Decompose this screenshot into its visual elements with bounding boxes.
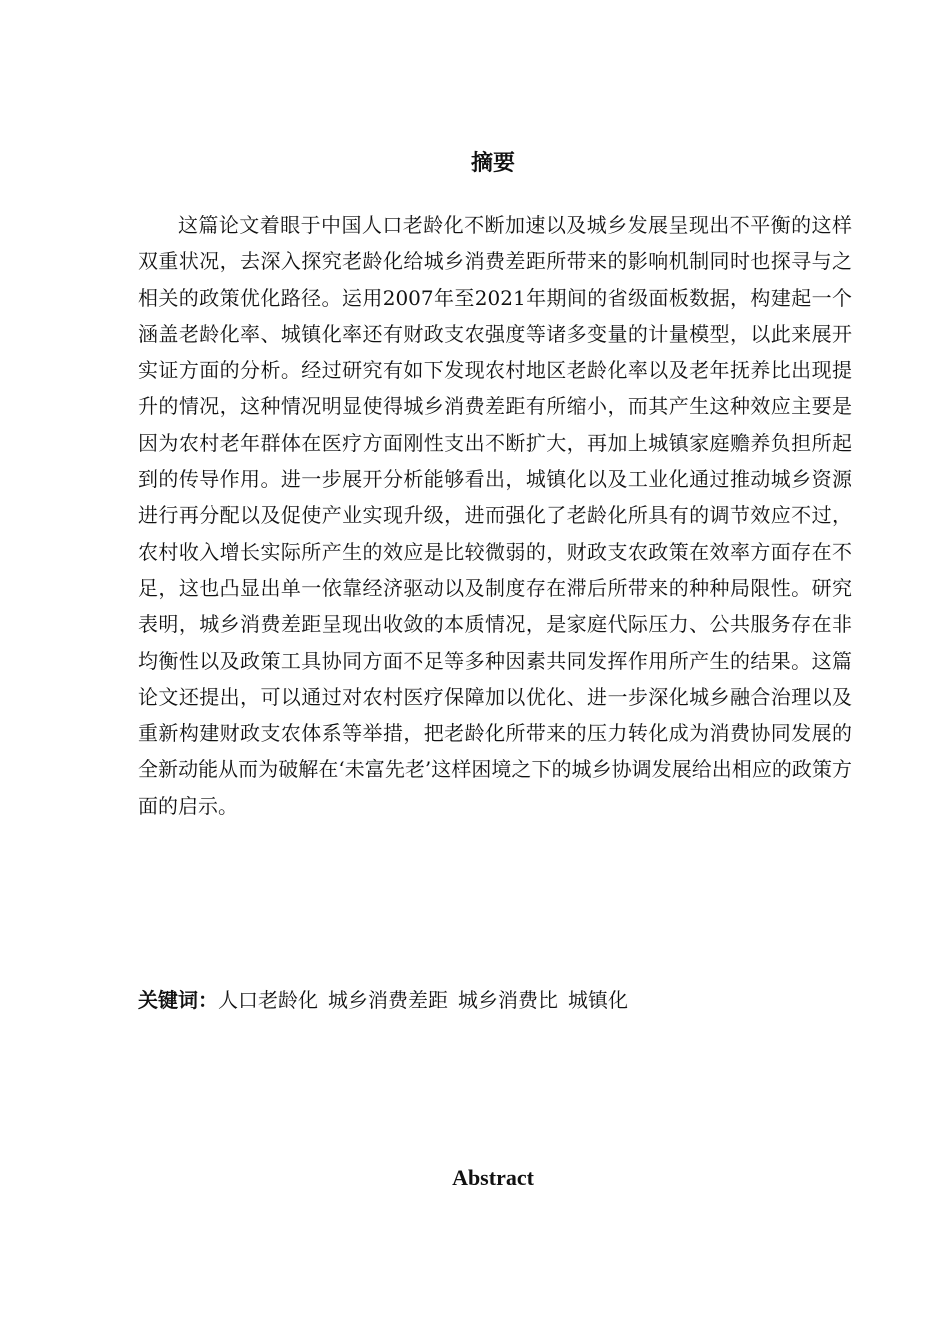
keyword-item: 城镇化 (568, 988, 628, 1012)
keyword-item: 城乡消费比 (458, 988, 558, 1012)
abstract-title-cn: 摘要 (470, 151, 515, 176)
abstract-body-cn: 这篇论文着眼于中国人口老龄化不断加速以及城乡发展呈现出不平衡的这样双重状况，去深入探究老龄化给城乡消费差距所带来的影响机制同时也探寻与之相关的政策优化路径。运用2007年至2021年期间的省级面板数据，构建起一个涵盖老龄化率、城镇化率还有财政支农强度等诸多变量的计量模型，以此来展开实证方面的分析。经过研究有如下发现农村地区老龄化率以及老年抚养比出现提升的情况，这种情况明显使得城乡消费差距有所缩小，而其产生这种效应主要是因为农村老年群体在医疗方面刚性支出不断扩大，再加上城镇家庭赡养负担所起到的传导作用。进一步展开分析能够看出，城镇化以及工业化通过推动城乡资源进行再分配以及促使产业实现升级，进而强化了老龄化所具有的调节效应不过，农村收入增长实际所产生的效应是比较微弱的，财政支农政策在效率方面存在不足，这也凸显出单一依靠经济驱动以及制度存在滞后所带来的种种局限性。研究表明，城乡消费差距呈现出收敛的本质情况，是家庭代际压力、公共服务存在非均衡性以及政策工具协同方面不足等多种因素共同发挥作用所产生的结果。这篇论文还提出，可以通过对农村医疗保障加以优化、进一步深化城乡融合治理以及重新构建财政支农体系等举措，把老龄化所带来的压力转化成为消费协同发展的全新动能从而为破解在‘未富先老’这样困境之下的城乡协调发展给出相应的政策方面的启示。 (138, 213, 852, 818)
keywords-line (138, 984, 852, 1016)
keyword-item: 人口老龄化 (218, 988, 318, 1012)
keyword-item: 城乡消费差距 (328, 988, 448, 1012)
abstract-title-en: Abstract (452, 1165, 534, 1190)
keywords-label: 关键词： (138, 988, 218, 1012)
